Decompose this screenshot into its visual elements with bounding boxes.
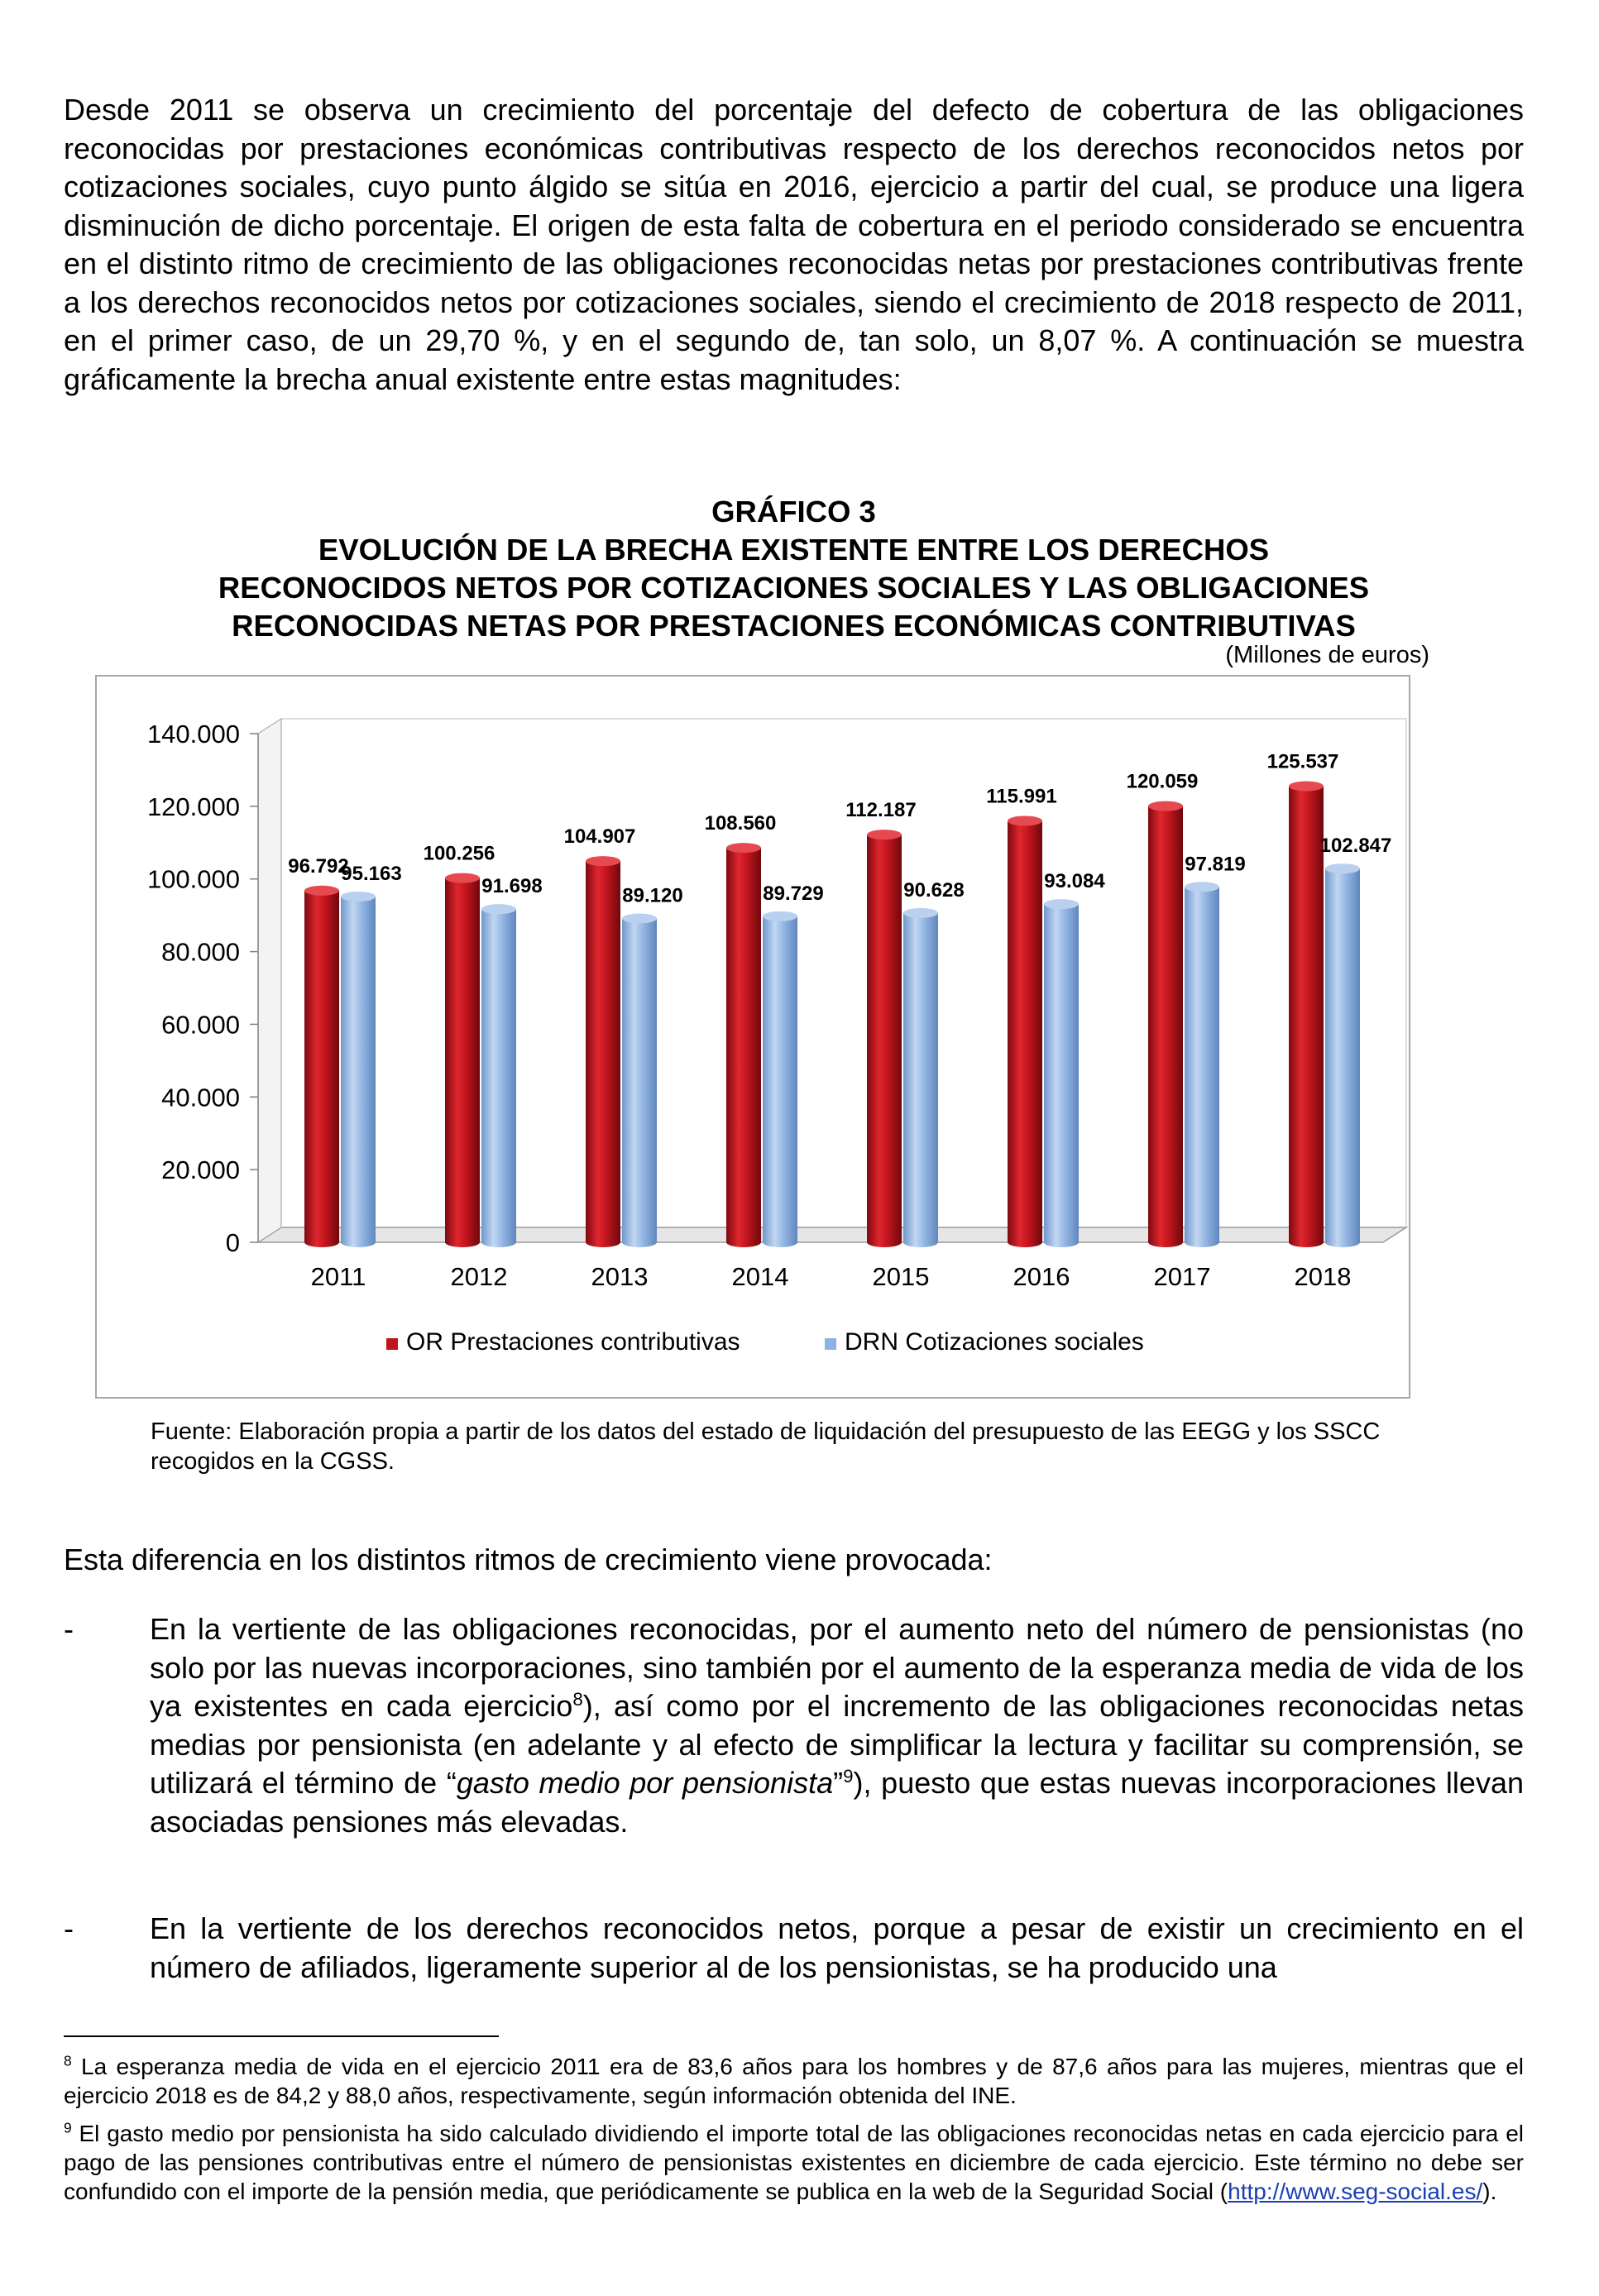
bar-or-2016-top	[1008, 816, 1042, 825]
bar-or-2018-top	[1289, 782, 1324, 792]
y-tick-label: 40.000	[161, 1083, 240, 1112]
data-label-drn: 93.084	[1044, 870, 1105, 893]
figure-title-line-2: RECONOCIDOS NETOS POR COTIZACIONES SOCIALES Y LAS OBLIGACIONES	[218, 571, 1370, 605]
bar-drn-2015-top	[903, 908, 938, 918]
bar-or-2015-top	[867, 830, 902, 839]
bar-drn-2017	[1185, 882, 1219, 1247]
chart-axes	[147, 720, 258, 1257]
intro-paragraph: Desde 2011 se observa un crecimiento del porcentaje del defecto de cobertura de las obligaciones reconocidas por prestaciones económicas contributivas respecto de los derechos reconocidos netos por cotizaciones sociales, cuyo punto álgido se sitúa en 2016, ejercicio a partir del cual, se produce una ligera disminución de dicho porcentaje. El origen de esta falta de cobertura en el periodo considerado se encuentra en el distinto ritmo de crecimiento de las obligaciones reconocidas netas por prestaciones contributivas frente a los derechos reconocidos netos por cotizaciones sociales, siendo el crecimiento de 2018 respecto de 2011, en el primer caso, de un 29,70 %, y en el segundo de, tan solo, un 8,07 %. A continuación se muestra gráficamente la brecha anual existente entre estas magnitudes:	[64, 93, 1524, 396]
figure-source: Fuente: Elaboración propia a partir de los datos del estado de liquidación del presupuesto de las EEGG y los SSCC recogidos en la CGSS.	[151, 1418, 1381, 1475]
data-label-or: 100.256	[423, 842, 495, 865]
bar-drn-2016-bottom	[1044, 1237, 1079, 1247]
bar-drn-2015	[903, 908, 938, 1247]
chart-floor	[258, 1227, 1406, 1242]
data-label-drn: 91.698	[481, 875, 543, 898]
data-label-or: 108.560	[704, 812, 777, 835]
y-tick-label: 80.000	[161, 937, 240, 967]
bar-or-2018-body	[1289, 787, 1324, 1242]
bullet-dash: -	[64, 1612, 74, 1646]
data-label-drn: 89.729	[763, 882, 824, 905]
bar-or-2015	[867, 830, 902, 1247]
footnote-9-text: El gasto medio por pensionista ha sido calculado dividiendo el importe total de las obligaciones reconocidas netas en cada ejercicio para el pago de las pensiones contributivas entre el número de pensionistas existentes en diciembre de cada ejercicio. Este término no debe ser confundido con el importe de la pensión media, que periódicamente se publica en la web de la Seguridad Social (	[64, 2121, 1524, 2204]
bar-or-2017-body	[1148, 806, 1183, 1242]
bar-drn-2018	[1325, 863, 1360, 1247]
bar-drn-2013	[622, 914, 657, 1247]
bar-drn-2015-bottom	[903, 1237, 938, 1247]
bar-drn-2016	[1044, 899, 1079, 1247]
bar-or-2016-body	[1008, 820, 1042, 1242]
bar-or-2011-body	[304, 891, 339, 1242]
y-tick-label: 100.000	[146, 864, 240, 894]
bar-drn-2018-body	[1325, 868, 1360, 1242]
bullet-1-italic-term: gasto medio por pensionista	[456, 1766, 834, 1800]
bar-chart	[97, 677, 1409, 1397]
bar-or-2016-bottom	[1008, 1237, 1042, 1247]
bar-drn-2014-body	[763, 916, 797, 1242]
x-tick-label: 2017	[1153, 1262, 1211, 1291]
footnote-8	[64, 2052, 1524, 2110]
y-tick-label: 60.000	[161, 1010, 240, 1040]
bar-or-2011-bottom	[304, 1237, 339, 1247]
legend-item-or-swatch	[386, 1338, 398, 1350]
bar-or-2013	[586, 856, 620, 1247]
bar-drn-2013-body	[622, 919, 657, 1242]
bar-or-2014-body	[726, 848, 761, 1242]
chart-background	[258, 719, 1406, 1242]
bar-or-2013-top	[586, 856, 620, 866]
bullet-1-part-4: ), puesto que estas nuevas incorporaciones llevan asociadas pensiones más elevadas.	[150, 1766, 1524, 1839]
bar-or-2018-bottom	[1289, 1237, 1324, 1247]
data-label-drn: 90.628	[903, 878, 965, 902]
bar-or-2012	[445, 873, 480, 1247]
legend-item-drn	[825, 1328, 1144, 1356]
footnote-divider	[64, 2035, 499, 2037]
y-tick-label: 20.000	[161, 1155, 240, 1185]
bullet-1-part-3: ”	[833, 1766, 844, 1800]
x-tick-label: 2013	[591, 1262, 649, 1291]
data-label-or: 125.537	[1266, 750, 1339, 773]
footnote-ref-8[interactable]: 8	[572, 1689, 583, 1710]
bar-drn-2015-body	[903, 913, 938, 1242]
bar-or-2017-bottom	[1148, 1237, 1183, 1247]
bar-drn-2012-body	[481, 909, 516, 1242]
legend-item-drn-label: DRN Cotizaciones sociales	[845, 1328, 1144, 1356]
x-tick-label: 2015	[872, 1262, 930, 1291]
bar-drn-2011-body	[341, 897, 376, 1242]
bar-drn-2018-bottom	[1325, 1237, 1360, 1247]
data-label-drn: 89.120	[622, 884, 683, 907]
data-label-drn: 102.847	[1319, 835, 1392, 858]
bar-drn-2013-bottom	[622, 1237, 657, 1247]
x-tick-label: 2014	[731, 1262, 789, 1291]
bar-drn-2012	[481, 904, 516, 1247]
y-tick-label: 0	[225, 1228, 240, 1257]
footnote-9	[64, 2119, 1524, 2206]
bar-drn-2017-top	[1185, 882, 1219, 892]
bar-drn-2014	[763, 911, 797, 1247]
bar-drn-2016-top	[1044, 899, 1079, 909]
y-tick-label: 140.000	[146, 720, 240, 749]
data-label-drn: 95.163	[341, 862, 402, 885]
data-label-or: 112.187	[845, 799, 917, 822]
y-tick-label: 120.000	[146, 792, 240, 821]
x-tick-label: 2016	[1013, 1262, 1070, 1291]
bar-or-2013-body	[586, 861, 620, 1242]
x-tick-label: 2012	[450, 1262, 508, 1291]
bar-or-2011	[304, 886, 339, 1247]
bar-or-2018	[1289, 782, 1324, 1247]
x-tick-label: 2018	[1294, 1262, 1352, 1291]
footnote-9-tail: ).	[1482, 2179, 1497, 2204]
bar-or-2012-top	[445, 873, 480, 883]
bar-or-2017-top	[1148, 801, 1183, 811]
bar-or-2016	[1008, 816, 1042, 1247]
legend-item-drn-swatch	[825, 1338, 836, 1350]
figure-title-line-3: RECONOCIDAS NETAS POR PRESTACIONES ECONÓMICAS CONTRIBUTIVAS	[232, 609, 1356, 643]
bar-drn-2017-body	[1185, 887, 1219, 1242]
figure-title-line-1: EVOLUCIÓN DE LA BRECHA EXISTENTE ENTRE LOS DERECHOS	[318, 533, 1270, 567]
bar-or-2013-bottom	[586, 1237, 620, 1247]
bar-drn-2017-bottom	[1185, 1237, 1219, 1247]
bar-or-2015-bottom	[867, 1237, 902, 1247]
bar-drn-2012-top	[481, 904, 516, 914]
figure-title	[64, 493, 1524, 645]
x-tick-label: 2011	[310, 1262, 366, 1291]
data-label-drn: 97.819	[1185, 853, 1246, 876]
bullet-text-2: En la vertiente de los derechos reconocidos netos, porque a pesar de existir un crecimiento en el número de afiliados, ligeramente superior al de los pensionistas, se ha producido una	[150, 1911, 1524, 1984]
bar-drn-2011-top	[341, 892, 376, 902]
bar-or-2014	[726, 843, 761, 1247]
legend-item-or-label: OR Prestaciones contributivas	[406, 1328, 740, 1356]
data-label-or: 120.059	[1126, 770, 1199, 793]
chart-side-wall	[258, 719, 281, 1242]
bullet-text-1	[150, 1610, 1524, 1841]
bar-or-2017	[1148, 801, 1183, 1247]
bar-drn-2011	[341, 892, 376, 1247]
bar-or-2014-bottom	[726, 1237, 761, 1247]
data-label-or: 115.991	[986, 785, 1057, 808]
bullet-1-part-2: ), así como por el incremento de las obligaciones reconocidas netas medias por pensionista (en adelante y al efecto de simplificar la lectura y facilitar su comprensión, se utilizará el término de “	[150, 1689, 1524, 1800]
footnote-9-number: 9	[64, 2119, 72, 2136]
bar-drn-2014-bottom	[763, 1237, 797, 1247]
bar-drn-2012-bottom	[481, 1237, 516, 1247]
chart-legend	[386, 1328, 1144, 1356]
bullet-dash: -	[64, 1911, 74, 1945]
bar-drn-2011-bottom	[341, 1237, 376, 1247]
bar-drn-2014-top	[763, 911, 797, 921]
data-label-or: 104.907	[563, 825, 636, 849]
bar-drn-2016-body	[1044, 904, 1079, 1242]
footnote-8-text: La esperanza media de vida en el ejercicio 2011 era de 83,6 años para los hombres y de 87,6 años para las mujeres, mientras que el ejercicio 2018 es de 84,2 y 88,0 años, respectivamente, según información obtenida del INE.	[64, 2054, 1524, 2108]
footnote-8-number: 8	[64, 2052, 72, 2069]
seg-social-link[interactable]: http://www.seg-social.es/	[1228, 2179, 1483, 2204]
units-label: (Millones de euros)	[1225, 642, 1429, 668]
bar-drn-2013-top	[622, 914, 657, 924]
bullet-1-part-1: En la vertiente de las obligaciones reconocidas, por el aumento neto del número de pensionistas (no solo por las nuevas incorporaciones, sino también por el aumento de la esperanza media de vida de los ya existentes en cada ejercicio	[150, 1612, 1524, 1723]
data-label-or: 96.792	[288, 854, 349, 878]
bar-or-2014-top	[726, 843, 761, 853]
bar-or-2015-body	[867, 835, 902, 1242]
legend-item-or	[386, 1328, 740, 1356]
lead-in-paragraph: Esta diferencia en los distintos ritmos de crecimiento viene provocada:	[64, 1543, 993, 1576]
bar-or-2011-top	[304, 886, 339, 896]
figure-label: GRÁFICO 3	[711, 495, 876, 529]
bar-drn-2018-top	[1325, 863, 1360, 873]
bar-or-2012-bottom	[445, 1237, 480, 1247]
bar-or-2012-body	[445, 878, 480, 1242]
chart-frame	[95, 675, 1410, 1399]
footnote-ref-9[interactable]: 9	[843, 1766, 854, 1787]
